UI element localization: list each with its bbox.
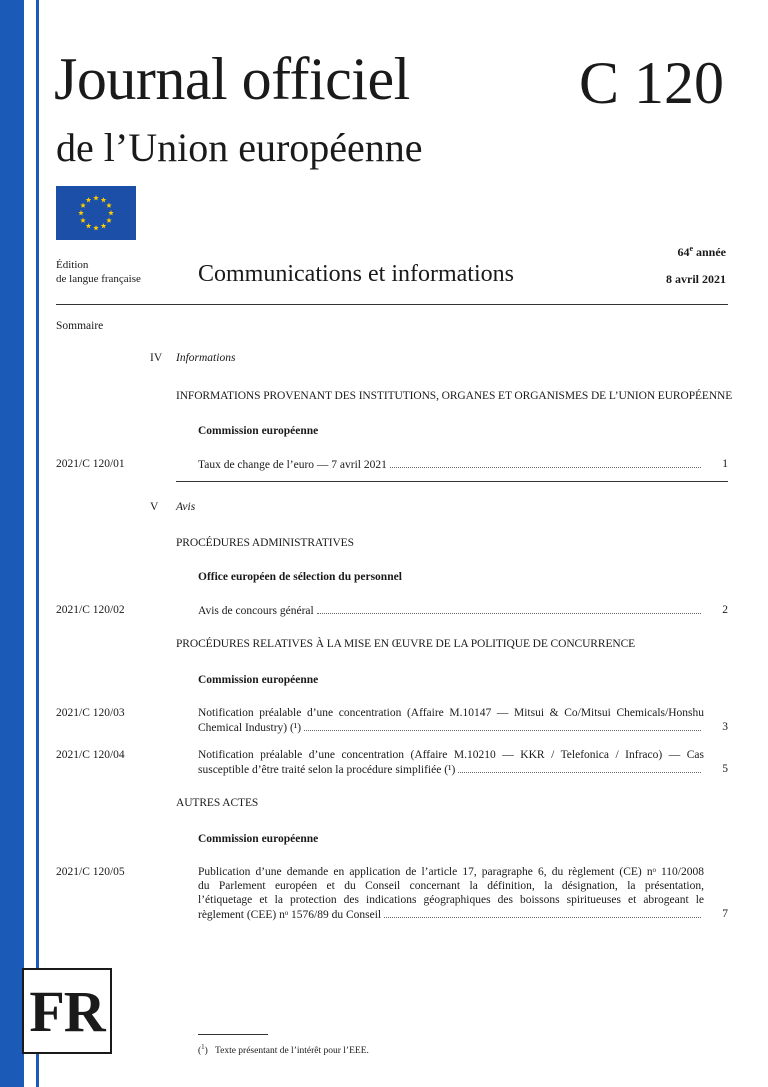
part-v-number: V: [150, 501, 159, 513]
entry-page: 3: [722, 721, 728, 733]
leader-dots: [390, 457, 701, 468]
flag-star-icon: [106, 203, 112, 208]
leader-dots: [458, 762, 701, 773]
flag-star-icon: [86, 223, 92, 228]
entry-ref: 2021/C 120/01: [56, 458, 125, 470]
part-rule: [176, 481, 728, 482]
part-iv-number: IV: [150, 352, 163, 364]
flag-star-icon: [93, 195, 99, 200]
leader-dots: [304, 720, 701, 731]
footnote-mark: 1: [201, 1043, 205, 1051]
language-code: FR: [29, 978, 105, 1044]
flag-star-icon: [93, 225, 99, 230]
entry-text: [198, 865, 704, 922]
body-v2: Commission européenne: [198, 674, 319, 686]
year-word: année: [696, 245, 726, 259]
contents-label: Sommaire: [56, 320, 104, 332]
toc-entry[interactable]: [0, 706, 768, 734]
leader-dots: [317, 603, 701, 614]
left-blue-bar: [0, 0, 24, 1087]
toc-entry[interactable]: [0, 603, 768, 617]
part-iv: [150, 352, 235, 364]
year-superscript: e: [689, 244, 693, 253]
flag-star-icon: [108, 210, 114, 215]
entry-page: 5: [722, 763, 728, 775]
edition-line-2: de langue française: [56, 273, 141, 285]
entry-page: 2: [722, 604, 728, 616]
entry-text: [198, 457, 704, 472]
footnote: ($^1$) Texte présentant de l’intérêt pour l’EEE.: [198, 1043, 369, 1057]
entry-text: [198, 603, 704, 618]
entry-line: l’étiquetage et la protection des indications géographiques des boissons spiritueuses et abrogeant le: [198, 894, 704, 906]
journal-title: Journal officiel: [54, 46, 410, 112]
entry-page: 1: [722, 458, 728, 470]
heading-iv: INFORMATIONS PROVENANT DES INSTITUTIONS, ORGANES ET ORGANISMES DE L’UNION EUROPÉENNE: [176, 390, 733, 402]
entry-text: [198, 748, 704, 777]
entry-line: du Parlement européen et du Conseil concernant la définition, la désignation, la présentation,: [198, 880, 704, 892]
flag-star-icon: [106, 218, 112, 223]
entry-line: Publication d’une demande en application de l’article 17, paragraphe 6, du règlement (CE) nᵒ 110/2008: [198, 866, 704, 878]
part-v-label: Avis: [176, 501, 196, 513]
flag-star-icon: [101, 197, 107, 202]
flag-star-icon: [80, 203, 86, 208]
entry-ref: 2021/C 120/03: [56, 707, 125, 719]
eu-flag-icon: [56, 186, 136, 240]
year-label: [677, 244, 726, 260]
footnote-rule: [198, 1034, 268, 1035]
header-rule: [56, 304, 728, 305]
body-iv: Commission européenne: [198, 425, 319, 437]
journal-subtitle: de l’Union européenne: [56, 125, 423, 170]
part-v: [150, 501, 195, 513]
part-iv-label: Informations: [176, 352, 236, 364]
body-v3: Commission européenne: [198, 833, 319, 845]
entry-ref: 2021/C 120/05: [56, 866, 125, 878]
edition-label: [56, 258, 141, 286]
entry-page: 7: [722, 908, 728, 920]
toc-entry[interactable]: [0, 865, 768, 921]
toc-entry[interactable]: [0, 457, 768, 471]
entry-text: [198, 706, 704, 735]
toc-entry[interactable]: [0, 748, 768, 776]
issue-number: C 120: [578, 50, 724, 116]
leader-dots: [384, 907, 701, 918]
publication-date: 8 avril 2021: [666, 272, 726, 286]
entry-title: Chemical Industry) (¹): [198, 722, 302, 734]
entry-title: Taux de change de l’euro — 7 avril 2021: [198, 459, 387, 471]
entry-title: susceptible d’être traité selon la procédure simplifiée (¹): [198, 764, 456, 776]
left-thin-bar: [36, 0, 39, 1087]
entry-ref: 2021/C 120/02: [56, 604, 125, 616]
flag-star-icon: [86, 197, 92, 202]
heading-v3: AUTRES ACTES: [176, 797, 259, 809]
heading-v2: PROCÉDURES RELATIVES À LA MISE EN ŒUVRE DE LA POLITIQUE DE CONCURRENCE: [176, 638, 636, 650]
entry-line: Notification préalable d’une concentration (Affaire M.10210 — KKR / Telefonica / Infraco) — Cas: [198, 749, 704, 761]
entry-ref: 2021/C 120/04: [56, 749, 125, 761]
section-title: Communications et informations: [198, 261, 514, 287]
entry-title: règlement (CEE) nᵒ 1576/89 du Conseil: [198, 909, 382, 921]
flag-star-icon: [80, 218, 86, 223]
left-white-gap: [24, 0, 36, 1087]
entry-title: Avis de concours général: [198, 605, 314, 617]
flag-star-icon: [78, 210, 84, 215]
flag-star-icon: [101, 223, 107, 228]
body-v1: Office européen de sélection du personnel: [198, 571, 402, 583]
footnote-text: Texte présentant de l’intérêt pour l’EEE.: [214, 1046, 369, 1057]
heading-v1: PROCÉDURES ADMINISTRATIVES: [176, 537, 354, 549]
edition-line-1: Édition: [56, 259, 89, 271]
entry-line: Notification préalable d’une concentration (Affaire M.10147 — Mitsui & Co/Mitsui Chemicals/Honshu: [198, 707, 704, 719]
language-badge: [22, 968, 112, 1054]
year-number: 64: [677, 245, 690, 259]
